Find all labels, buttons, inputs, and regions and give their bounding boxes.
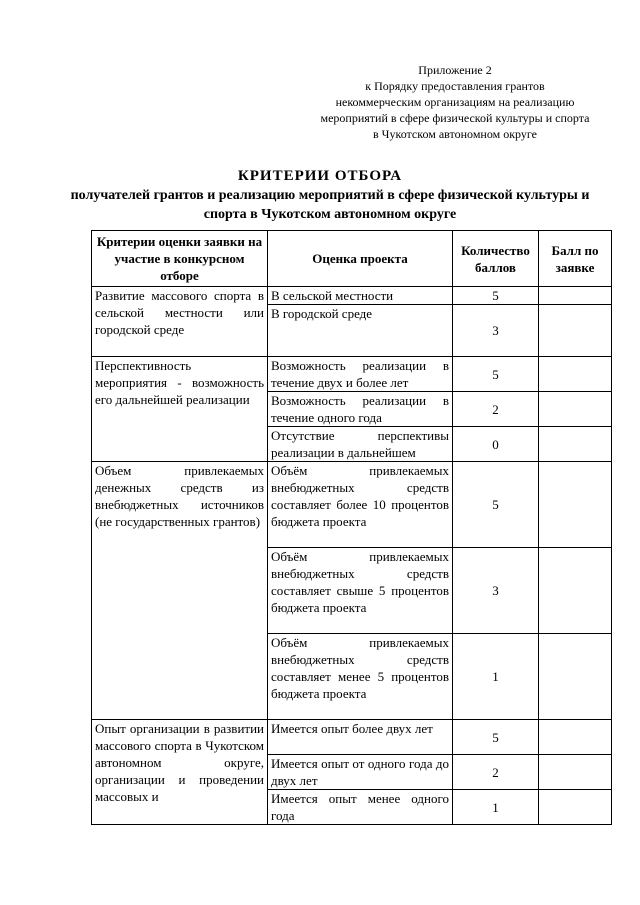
score-cell <box>539 720 612 755</box>
points-cell: 3 <box>453 548 539 634</box>
table-row <box>92 287 612 305</box>
appendix-line: Приложение 2 <box>418 63 492 77</box>
points-cell: 5 <box>453 720 539 755</box>
appendix-block <box>290 62 620 142</box>
table-row <box>92 720 612 755</box>
header-points: Количество баллов <box>453 231 539 287</box>
table-row <box>92 357 612 392</box>
document-title: КРИТЕРИИ ОТБОРА <box>237 168 403 184</box>
estimate-cell: Объём привлекаемых внебюджетных средств составляет свыше 5 процентов бюджета проекта <box>268 548 453 634</box>
appendix-line: некоммерческим организациям на реализацию <box>335 95 575 109</box>
score-cell <box>539 462 612 548</box>
estimate-cell: Возможность реализации в течение одного года <box>268 392 453 427</box>
appendix-line: к Порядку предоставления грантов <box>365 79 545 93</box>
points-cell: 2 <box>453 755 539 790</box>
score-cell <box>539 392 612 427</box>
appendix-line: мероприятий в сфере физической культуры и спорта <box>320 111 590 125</box>
estimate-cell: Возможность реализации в течение двух и более лет <box>268 357 453 392</box>
score-cell <box>539 548 612 634</box>
document-subtitle: получателей грантов и реализацию мероприятий в сфере физической культуры и спорта в Чукотском автономном округе <box>70 188 590 222</box>
estimate-cell: Объём привлекаемых внебюджетных средств составляет менее 5 процентов бюджета проекта <box>268 634 453 720</box>
criterion-cell: Развитие массового спорта в сельской местности или городской среде <box>92 287 268 357</box>
estimate-cell: Отсутствие перспективы реализации в дальнейшем <box>268 427 453 462</box>
criterion-cell: Перспективность мероприятия - возможность его дальнейшей реализации <box>92 357 268 462</box>
score-cell <box>539 357 612 392</box>
score-cell <box>539 287 612 305</box>
estimate-cell: Имеется опыт более двух лет <box>268 720 453 755</box>
points-cell: 5 <box>453 462 539 548</box>
points-cell: 5 <box>453 287 539 305</box>
table-row <box>92 462 612 548</box>
header-criteria: Критерии оценки заявки на участие в конкурсном отборе <box>92 231 268 287</box>
criteria-table <box>91 230 612 825</box>
points-cell: 2 <box>453 392 539 427</box>
appendix-line: в Чукотском автономном округе <box>373 127 537 141</box>
points-cell: 1 <box>453 634 539 720</box>
header-score: Балл по заявке <box>539 231 612 287</box>
points-cell: 1 <box>453 790 539 825</box>
score-cell <box>539 755 612 790</box>
criterion-cell: Опыт организации в развитии массового спорта в Чукотском автономном округе, организации и проведении массовых и <box>92 720 268 825</box>
criterion-cell: Объем привлекаемых денежных средств из внебюджетных источников (не государственных грантов) <box>92 462 268 720</box>
estimate-cell: Объём привлекаемых внебюджетных средств составляет более 10 процентов бюджета проекта <box>268 462 453 548</box>
estimate-cell: Имеется опыт менее одного года <box>268 790 453 825</box>
points-cell: 0 <box>453 427 539 462</box>
estimate-cell: Имеется опыт от одного года до двух лет <box>268 755 453 790</box>
score-cell <box>539 427 612 462</box>
points-cell: 5 <box>453 357 539 392</box>
estimate-cell: В сельской местности <box>268 287 453 305</box>
header-estimate: Оценка проекта <box>268 231 453 287</box>
score-cell <box>539 790 612 825</box>
score-cell <box>539 634 612 720</box>
estimate-cell: В городской среде <box>268 305 453 357</box>
points-cell: 3 <box>453 305 539 357</box>
score-cell <box>539 305 612 357</box>
table-header-row <box>92 231 612 287</box>
